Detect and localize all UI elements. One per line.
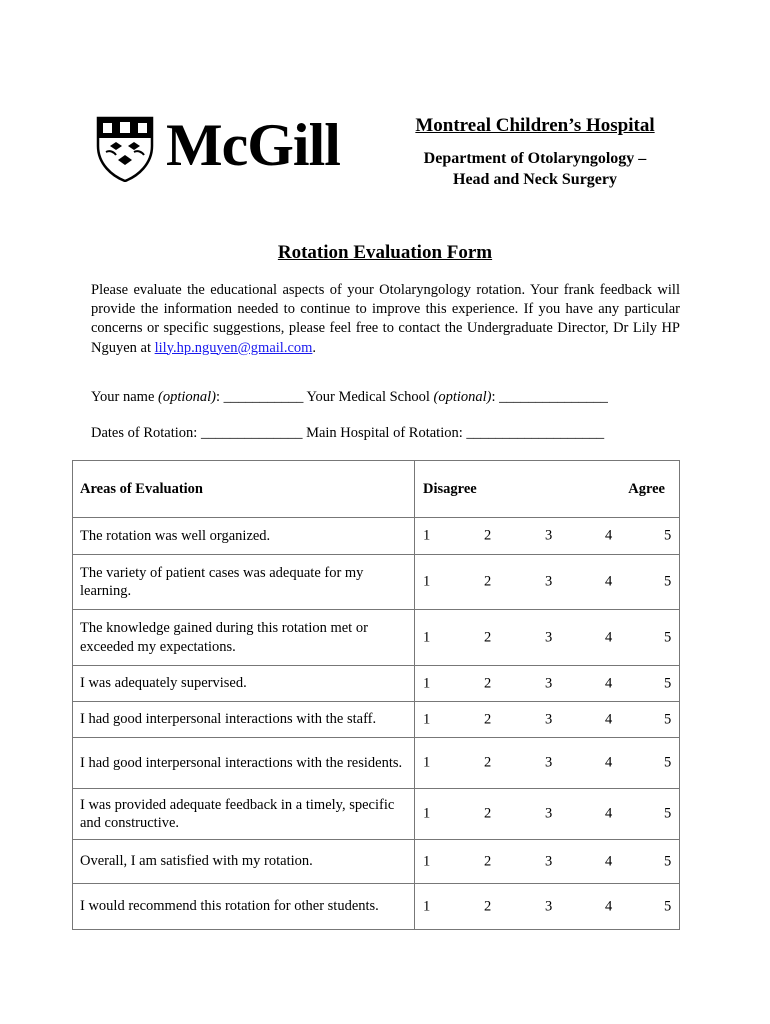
table-row xyxy=(73,518,680,555)
mcgill-crest-icon xyxy=(96,116,154,182)
rating-option-3[interactable]: 3 xyxy=(545,629,553,645)
name-blank[interactable]: : ___________ xyxy=(216,389,304,405)
rating-option-4[interactable]: 4 xyxy=(605,853,613,869)
school-label: Your Medical School xyxy=(303,389,434,405)
header-areas: Areas of Evaluation xyxy=(73,461,415,518)
rating-option-1[interactable]: 1 xyxy=(423,754,431,771)
name-label: Your name xyxy=(91,389,158,405)
school-blank[interactable]: : _______________ xyxy=(491,389,608,405)
rating-option-3[interactable]: 3 xyxy=(545,853,553,869)
name-optional: (optional) xyxy=(158,389,216,405)
rating-scale xyxy=(415,666,680,702)
rating-option-2[interactable]: 2 xyxy=(484,805,492,822)
rating-option-5[interactable]: 5 xyxy=(664,711,672,727)
rating-option-5[interactable]: 5 xyxy=(664,853,672,869)
rating-option-2[interactable]: 2 xyxy=(484,711,492,727)
rating-scale xyxy=(415,702,680,738)
table-row xyxy=(73,610,680,666)
mcgill-logo xyxy=(96,112,376,186)
evaluation-table xyxy=(72,460,680,930)
evaluation-question: I was adequately supervised. xyxy=(73,666,415,702)
header-agree: Agree xyxy=(628,481,665,497)
rating-option-1[interactable]: 1 xyxy=(423,711,431,727)
table-row xyxy=(73,702,680,738)
rating-option-2[interactable]: 2 xyxy=(484,527,492,544)
intro-text-end: . xyxy=(312,339,317,356)
department-name xyxy=(380,148,690,190)
rating-option-4[interactable]: 4 xyxy=(605,754,613,771)
rating-option-5[interactable]: 5 xyxy=(664,675,672,691)
evaluation-question: The variety of patient cases was adequate for my learning. xyxy=(73,555,415,610)
evaluation-question: Overall, I am satisfied with my rotation. xyxy=(73,840,415,884)
rating-option-5[interactable]: 5 xyxy=(664,805,672,822)
contact-email-link[interactable]: lily.hp.nguyen@gmail.com xyxy=(154,339,313,356)
rating-option-3[interactable]: 3 xyxy=(545,711,553,727)
intro-paragraph xyxy=(91,281,680,358)
rating-option-4[interactable]: 4 xyxy=(605,527,613,544)
rating-scale xyxy=(415,840,680,884)
rating-option-1[interactable]: 1 xyxy=(423,573,431,590)
rating-option-4[interactable]: 4 xyxy=(605,805,613,822)
rating-option-5[interactable]: 5 xyxy=(664,527,672,544)
rating-option-4[interactable]: 4 xyxy=(605,573,613,590)
rating-option-3[interactable]: 3 xyxy=(545,754,553,771)
rating-option-2[interactable]: 2 xyxy=(484,853,492,869)
hospital-name: Montreal Children’s Hospital xyxy=(415,115,655,136)
evaluation-question: I would recommend this rotation for other students. xyxy=(73,884,415,930)
rating-option-4[interactable]: 4 xyxy=(605,898,613,914)
evaluation-question: I had good interpersonal interactions with the staff. xyxy=(73,702,415,738)
evaluation-question: I was provided adequate feedback in a timely, specific and constructive. xyxy=(73,789,415,840)
table-row xyxy=(73,738,680,789)
evaluation-question: The rotation was well organized. xyxy=(73,518,415,555)
rating-option-1[interactable]: 1 xyxy=(423,675,431,691)
name-school-line xyxy=(91,389,608,406)
rating-scale xyxy=(415,738,680,789)
rating-scale xyxy=(415,610,680,666)
rating-option-3[interactable]: 3 xyxy=(545,675,553,691)
rating-scale xyxy=(415,789,680,840)
table-row xyxy=(73,666,680,702)
rating-option-2[interactable]: 2 xyxy=(484,754,492,771)
rating-option-1[interactable]: 1 xyxy=(423,898,431,914)
rating-option-5[interactable]: 5 xyxy=(664,573,672,590)
main-hospital-field[interactable]: Main Hospital of Rotation: ___________________ xyxy=(302,425,605,441)
school-optional: (optional) xyxy=(433,389,492,405)
rating-option-3[interactable]: 3 xyxy=(545,898,553,914)
rating-option-2[interactable]: 2 xyxy=(484,898,492,914)
rating-option-3[interactable]: 3 xyxy=(545,527,553,544)
evaluation-question: The knowledge gained during this rotation met or exceeded my expectations. xyxy=(73,610,415,666)
mcgill-wordmark: McGill xyxy=(166,112,340,178)
table-row xyxy=(73,884,680,930)
department-line-2: Head and Neck Surgery xyxy=(453,171,617,188)
rating-option-1[interactable]: 1 xyxy=(423,629,431,645)
rating-scale xyxy=(415,518,680,555)
table-row xyxy=(73,840,680,884)
table-row xyxy=(73,789,680,840)
rating-option-4[interactable]: 4 xyxy=(605,711,613,727)
rating-option-5[interactable]: 5 xyxy=(664,898,672,914)
rating-option-3[interactable]: 3 xyxy=(545,573,553,590)
rating-option-1[interactable]: 1 xyxy=(423,527,431,544)
rating-option-1[interactable]: 1 xyxy=(423,853,431,869)
department-line-1: Department of Otolaryngology – xyxy=(423,150,647,167)
table-row xyxy=(73,555,680,610)
header-disagree: Disagree xyxy=(423,481,477,497)
evaluation-question: I had good interpersonal interactions with the residents. xyxy=(73,738,415,789)
rating-option-2[interactable]: 2 xyxy=(484,573,492,590)
header-scale xyxy=(415,461,680,518)
table-header-row xyxy=(73,461,680,518)
intro-text: Please evaluate the educational aspects of your Otolaryngology rotation. Your frank feedback will provide the information needed to continue to improve this experience. If you have any particular concerns or specific suggestions, please feel free to contact the Undergraduate Director, Dr Lily HP Nguyen at xyxy=(91,282,680,356)
rating-option-1[interactable]: 1 xyxy=(423,805,431,822)
rating-scale xyxy=(415,555,680,610)
rating-option-3[interactable]: 3 xyxy=(545,805,553,822)
rating-scale xyxy=(415,884,680,930)
rating-option-2[interactable]: 2 xyxy=(484,675,492,691)
rating-option-4[interactable]: 4 xyxy=(605,675,613,691)
rating-option-5[interactable]: 5 xyxy=(664,754,672,771)
rating-option-5[interactable]: 5 xyxy=(664,629,672,645)
form-title: Rotation Evaluation Form xyxy=(277,242,493,263)
dates-hospital-line xyxy=(91,425,604,442)
rating-option-2[interactable]: 2 xyxy=(484,629,492,645)
dates-field[interactable]: Dates of Rotation: ______________ xyxy=(91,425,303,441)
rating-option-4[interactable]: 4 xyxy=(605,629,613,645)
